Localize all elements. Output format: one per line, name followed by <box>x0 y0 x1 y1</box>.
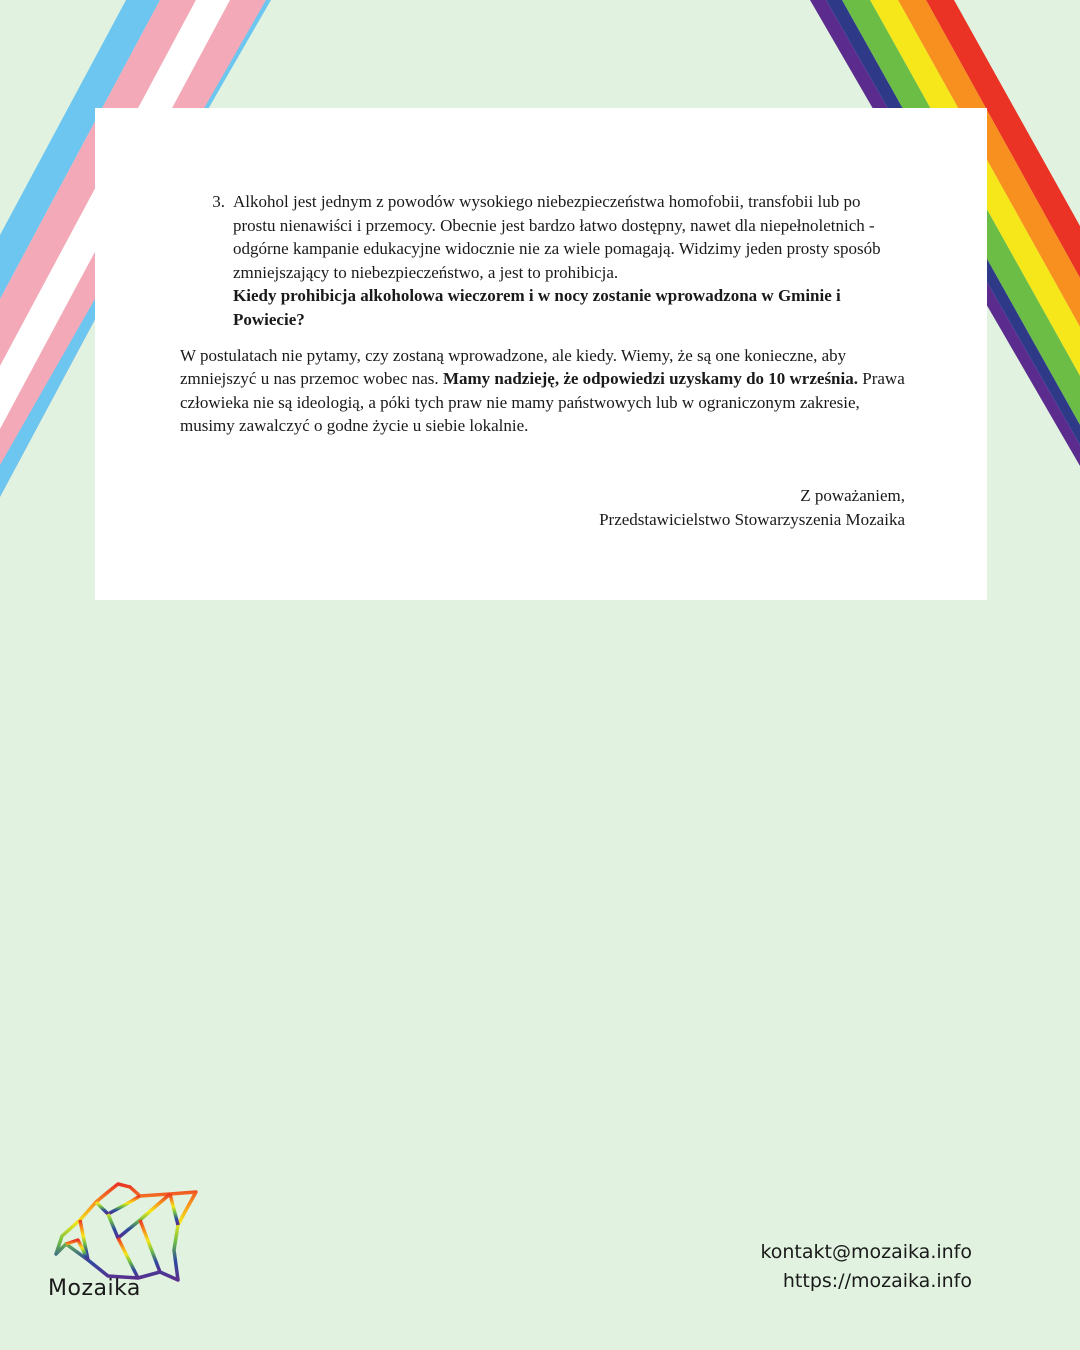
closing-paragraph <box>180 344 905 438</box>
list-item-number: 3. <box>212 192 225 211</box>
signature-block <box>180 484 905 531</box>
list-item-text: Alkohol jest jednym z powodów wysokiego niebezpieczeństwa homofobii, transfobii lub po prostu nienawiści i przemocy. Obecnie jest bardzo łatwo dostępny, nawet dla niepełnoletnich - odgórne kampanie edukacyjne widocznie nie za wiele pomagają. Widzimy jeden prosty sposób zmniejszający to niebezpieczeństwo, a jest to prohibicja. <box>233 192 881 282</box>
paragraph-end: Prawa człowieka nie są ideologią, a póki tych praw nie mamy państwowych lub w ograniczonym zakresie, musimy zawalczyć o godne życie u siebie lokalnie. <box>180 369 905 436</box>
contact-block <box>760 1238 972 1296</box>
signature: Przedstawicielstwo Stowarzyszenia Mozaika <box>599 509 905 529</box>
paragraph-start: W postulatach nie pytamy, czy zostaną wprowadzone, ale kiedy. Wiemy, że są one konieczne, aby zmniejszyć u nas przemoc wobec nas. <box>180 345 847 389</box>
list-item-question: Kiedy prohibicja alkoholowa wieczorem i w nocy zostanie wprowadzona w Gminie i Powiecie? <box>233 286 841 329</box>
paragraph-bold: Mamy nadzieję, że odpowiedzi uzyskamy do 10 września. <box>442 369 858 389</box>
list-item <box>180 190 905 332</box>
contact-email[interactable]: kontakt@mozaika.info <box>760 1241 972 1263</box>
contact-website[interactable]: https://mozaika.info <box>782 1270 972 1292</box>
closing-salutation: Z poważaniem, <box>800 485 905 505</box>
letter-body <box>180 190 905 531</box>
logo-wordmark: Mozaika <box>48 1276 141 1301</box>
